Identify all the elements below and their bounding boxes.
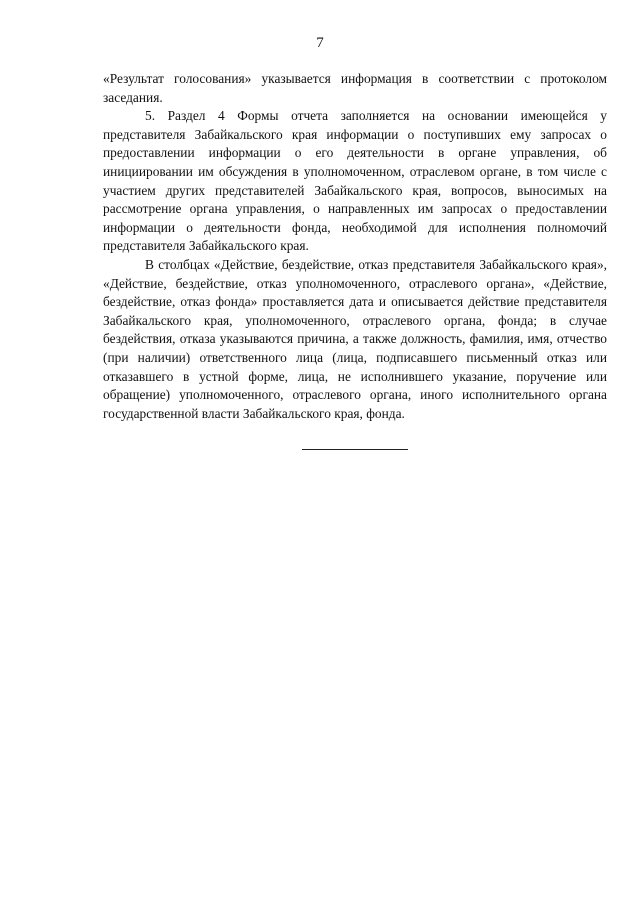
paragraph-voting-result: «Результат голосования» указывается информация в соответствии с протоколом заседания. (103, 71, 607, 105)
paragraph-section-4: 5. Раздел 4 Формы отчета заполняется на основании имеющейся у представителя Забайкальского края информации о поступивших ему запросах о предоставлении информации о его деятельности в органе управления, об инициировании им обсуждения в уполномоченном, отраслевом органе, в том числе с участием других представителей Забайкальского края, вопросов, выносимых на рассмотрение органа управления, о направленных им запросах о предоставлении информации о деятельности фонда, необходимой для исполнения полномочий представителя Забайкальского края. (103, 108, 607, 254)
page-number: 7 (316, 35, 324, 51)
end-separator-line (302, 449, 408, 450)
paragraph-columns-actions: В столбцах «Действие, бездействие, отказ представителя Забайкальского края», «Действие, бездействие, отказ уполномоченного, отраслевого органа», «Действие, бездействие, отказ фонда» проставляется дата и описывается действие представителя Забайкальского края, уполномоченного, отраслевого органа, фонда; в случае бездействия, отказа указываются причина, а также должность, фамилия, имя, отчество (при наличии) ответственного лица (лица, подписавшего письменный отказ или отказавшего в устной форме, лица, не исполнившего указание, поручение или обращение) уполномоченного, отраслевого органа, иного исполнительного органа государственной власти Забайкальского края, фонда. (103, 256, 607, 421)
document-body (103, 70, 607, 423)
